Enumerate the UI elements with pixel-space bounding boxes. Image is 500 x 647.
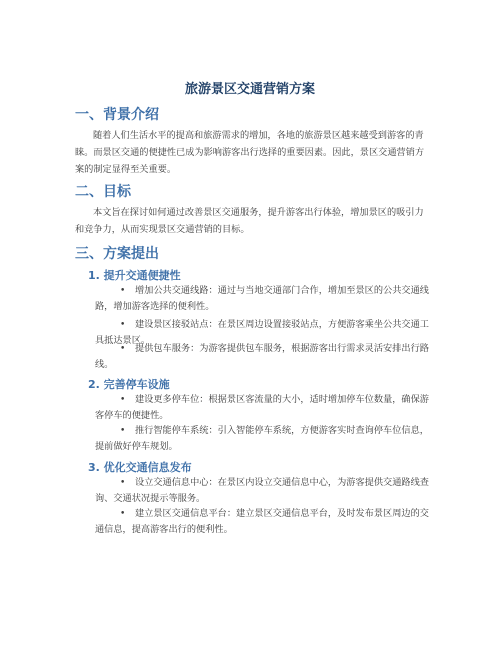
bullet-icon: •	[120, 509, 126, 519]
list-item-text: 推行智能停车系统：引入智能停车系统，方便游客实时查询停车位信息，提前做好停车规划。	[95, 425, 429, 452]
subsection-heading-info: 3. 优化交通信息发布	[88, 461, 192, 474]
list-item	[75, 423, 430, 455]
list-item	[75, 341, 430, 373]
bullet-icon: •	[120, 344, 126, 354]
section-heading-background: 一、背景介绍	[75, 107, 159, 123]
bullet-icon: •	[120, 426, 126, 436]
list-item-text: 提供包车服务：为游客提供包车服务，根据游客出行需求灵活安排出行路线。	[95, 343, 429, 370]
list-item	[75, 283, 430, 315]
list-item-text: 增加公共交通线路：通过与当地交通部门合作，增加至景区的公共交通线路，增加游客选择的便利性。	[95, 285, 429, 312]
bullet-icon: •	[120, 395, 126, 405]
bullet-icon: •	[120, 320, 126, 330]
list-item-text: 建设更多停车位：根据景区客流量的大小，适时增加停车位数量，确保游客停车的便捷性。	[95, 394, 429, 421]
section-heading-proposal: 三、方案提出	[75, 246, 159, 262]
list-item-text: 建立景区交通信息平台：建立景区交通信息平台，及时发布景区周边的交通信息，提高游客出行的便利性。	[95, 508, 429, 535]
section-body-background: 随着人们生活水平的提高和旅游需求的增加，各地的旅游景区越来越受到游客的青睐。而景区交通的便捷性已成为影响游客出行选择的重要因素。因此，景区交通营销方案的制定显得至关重要。	[75, 130, 425, 175]
subsection-heading-convenience: 1. 提升交通便捷性	[88, 269, 181, 282]
list-item-text: 设立交通信息中心：在景区内设立交通信息中心，为游客提供交通路线查询、交通状况提示等服务。	[95, 477, 429, 504]
subsection-heading-parking: 2. 完善停车设施	[88, 378, 170, 391]
section-body-goal: 本文旨在探讨如何通过改善景区交通服务，提升游客出行体验，增加景区的吸引力和竞争力，从而实现景区交通营销的目标。	[75, 207, 424, 235]
list-item-text: 建设景区接驳站点：在景区周边设置接驳站点，方便游客乘坐公共交通工具抵达景区。	[95, 319, 429, 346]
list-item	[75, 475, 430, 507]
bullet-icon: •	[120, 478, 126, 488]
bullet-icon: •	[120, 286, 126, 296]
section-heading-goal: 二、目标	[75, 184, 131, 200]
list-item	[75, 392, 430, 424]
document-title: 旅游景区交通营销方案	[184, 82, 315, 97]
list-item	[75, 506, 430, 538]
